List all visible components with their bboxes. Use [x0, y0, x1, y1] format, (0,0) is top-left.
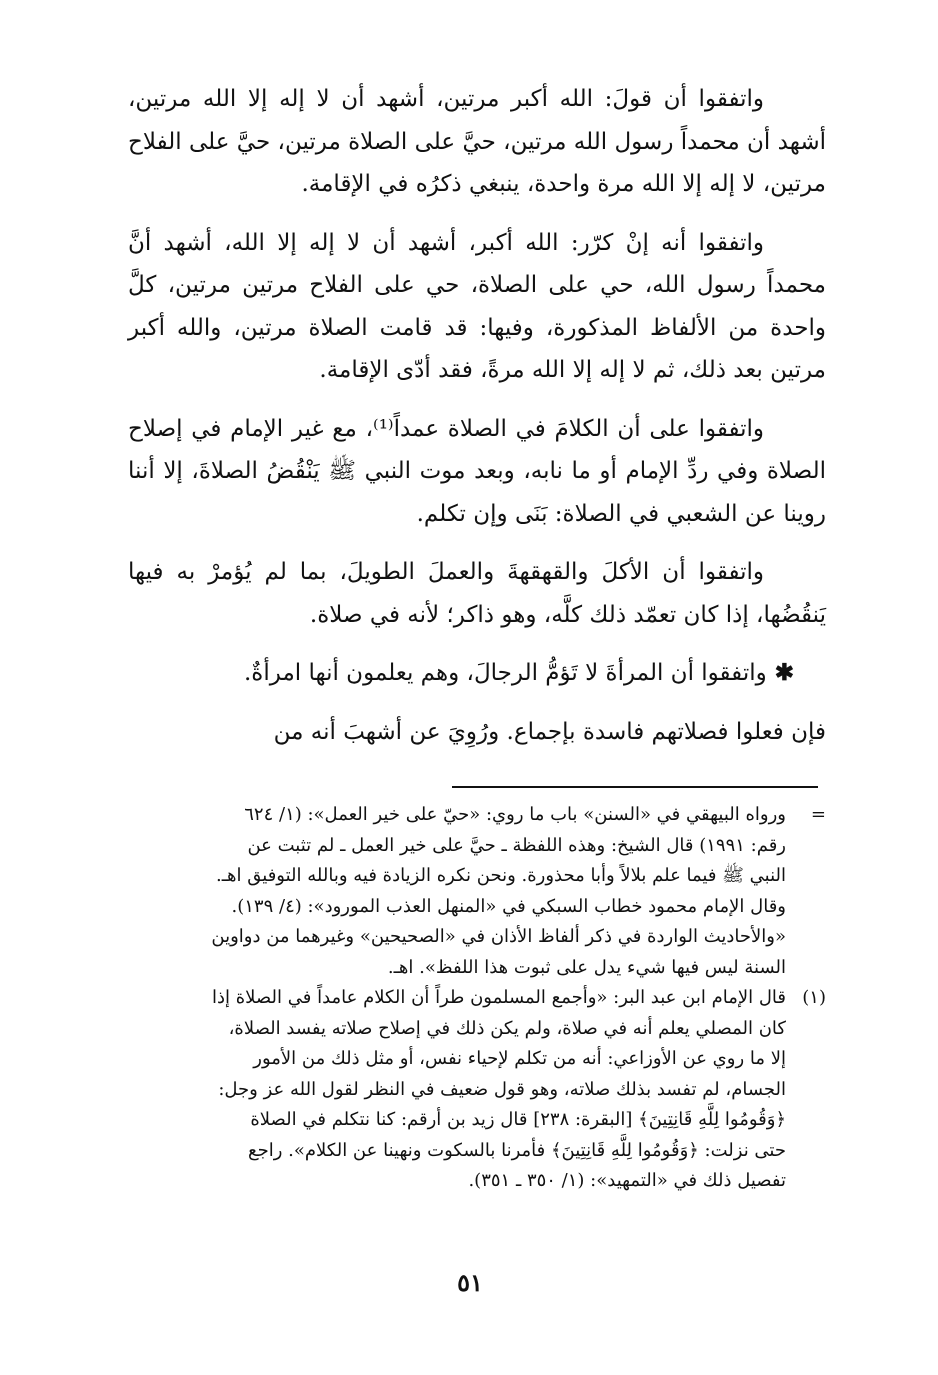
footnote-line: «والأحاديث الواردة في ذكر ألفاظ الأذان في «الصحيحين» وغيرهما من دواوين: [211, 926, 786, 947]
continuation-mark: =: [810, 804, 826, 825]
footnote-line: رقم: ١٩٩١) قال الشيخ: وهذه اللفظة ـ حيَّ على خير العمل ـ لم تثبت عن: [247, 834, 786, 856]
footnote-line: قال الإمام ابن عبد البر: «وأجمع المسلمون طراً أن الكلام عامداً في الصلاة إذا: [212, 987, 786, 1008]
footnote-line: كان المصلي يعلم أنه في صلاة، ولم يكن ذلك في إصلاح صلاته يفسد الصلاة،: [228, 1017, 786, 1039]
paragraph-adhan: واتفقوا أن قولَ: الله أكبر مرتين، أشهد أن لا إله إلا الله مرتين، أشهد أن محمداً رسول الله مرتين، حيَّ على الصلاة مرتين، حيَّ على الفلاح مرتين، لا إله إلا الله مرة واحدة، ينبغي ذكرُه في الإقامة.: [128, 86, 826, 197]
footnote-line: إلا ما روي عن الأوزاعي: أنه من تكلم لإحياء نفس، أو مثل ذلك من الأمور: [253, 1048, 786, 1069]
footnote-1: [120, 983, 826, 1197]
main-text: [128, 78, 826, 769]
footnote-line: حتى نزلت: ﴿وَقُومُوا لِلَّهِ قَانِتِينَ﴾ فأمرنا بالسكوت ونهينا عن الكلام». راجع: [248, 1139, 786, 1161]
footnote-line: ﴿وَقُومُوا لِلَّهِ قَانِتِينَ﴾ [البقرة: ٢٣٨] قال زيد بن أرقم: كنا نتكلم في الصلاة: [250, 1109, 786, 1130]
footnote-line: الجسام، لم تفسد بذلك صلاته، وهو قول ضعيف في النظر لقول الله عز وجل:: [218, 1078, 786, 1100]
paragraph-woman-leading: [128, 652, 826, 695]
footnote-line: النبي ﷺ فيما علم بلالاً وأبا محذورة. ونحن نكره الزيادة فيه وبالله التوفيق اهـ.: [216, 865, 786, 886]
paragraph-woman-leading-text: واتفقوا أن المرأةَ لا تَؤمُّ الرجالَ، وهم يعلمون أنها امرأةٌ.: [244, 660, 767, 686]
footnote-separator: [452, 786, 818, 788]
page-number: ٥١: [457, 1268, 483, 1297]
paragraph-iqama: واتفقوا أنه إنْ كرّر: الله أكبر، أشهد أن لا إله إلا الله، أشهد أنَّ محمداً رسول الله، حي على الصلاة، حي على الفلاح مرتين مرتين، كلَّ واحدة من الألفاظ المذكورة، وفيها: قد قامت الصلاة مرتين، والله أكبر مرتين بعد ذلك، ثم لا إله إلا الله مرةً، فقد أدّى الإقامة.: [128, 229, 826, 383]
footnote-line: السنة ليس فيها شيء يدل على ثبوت هذا اللفظ». اهـ.: [387, 956, 786, 978]
footnote-number: (١): [802, 987, 826, 1008]
footnote-line: ورواه البيهقي في «السنن» باب ما روي: «حيّ على خير العمل»: (١/ ٦٢٤: [244, 804, 786, 825]
paragraph-eating-laughing: واتفقوا أن الأكلَ والقهقهةَ والعملَ الطويلَ، بما لم يُؤمرْ به فيها يَنقُضُها، إذا كان تعمّد ذلك كلَّه، وهو ذاكر؛ لأنه في صلاة.: [128, 559, 826, 628]
footnote-line: وقال الإمام محمود خطاب السبكي في «المنهل العذب المورود»: (٤/ ١٣٩).: [231, 895, 786, 917]
footnote-line: تفصيل ذلك في «التمهيد»: (١/ ٣٥٠ ـ ٣٥١).: [468, 1170, 786, 1191]
paragraph-invalid-prayer: فإن فعلوا فصلاتهم فاسدة بإجماع. ورُوِيَ عن أشهبَ أنه من: [273, 718, 826, 745]
footnotes: [120, 800, 826, 1197]
footnote-continuation: [120, 800, 826, 983]
star-icon: ✱: [774, 659, 794, 686]
paragraph-speech-in-prayer: واتفقوا على أن الكلامَ في الصلاة عمداً⁽¹⁾، مع غير الإمام في إصلاح الصلاة وفي ردِّ الإمام أو ما نابه، وبعد موت النبي ﷺ يَنْقُضُ الصلاةَ، إلا أننا روينا عن الشعبي في الصلاة: بَنَى وإن تكلم.: [128, 415, 826, 527]
